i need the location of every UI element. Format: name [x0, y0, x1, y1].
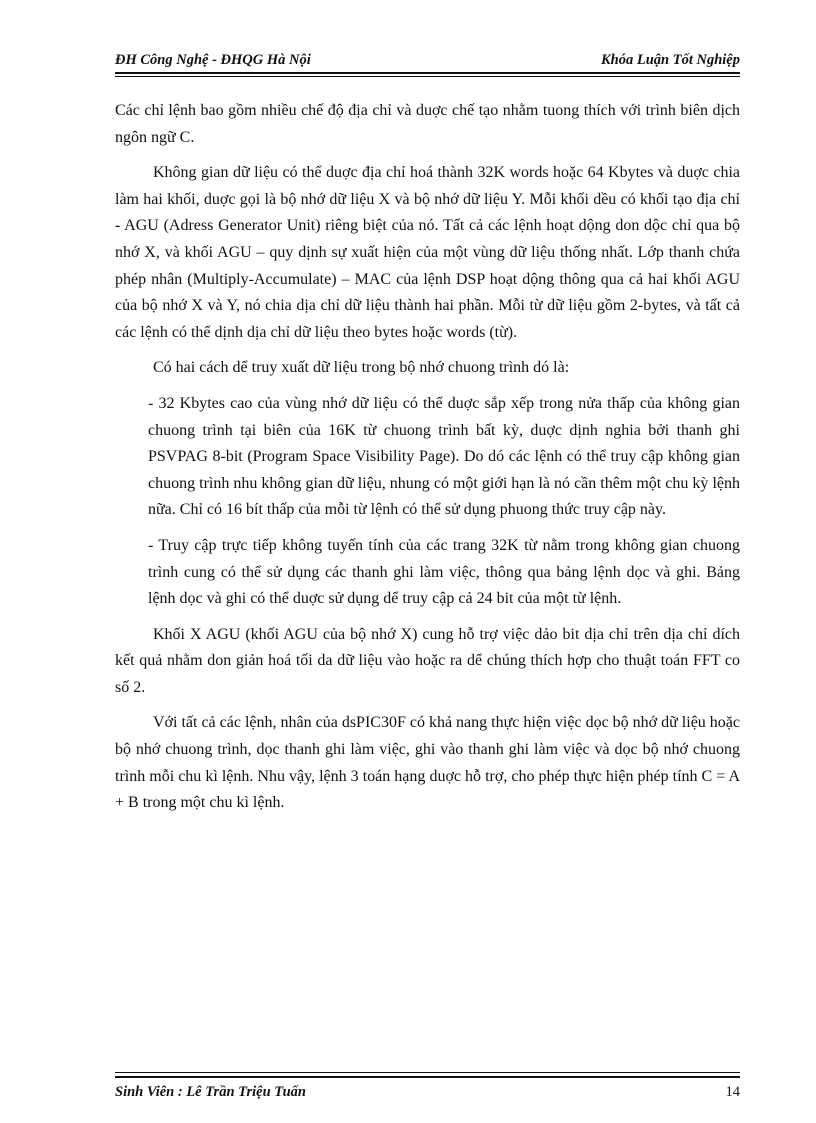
page-header: [115, 52, 740, 72]
header-institution: ĐH Công Nghệ - ĐHQG Hà Nội: [115, 52, 311, 68]
paragraph-1: Các chỉ lệnh bao gồm nhiều chế độ địa chỉ và duợc chế tạo nhằm tuong thích với trình biên dịch ngôn ngữ C.: [115, 102, 740, 146]
header-rule-thick: [115, 72, 740, 74]
page-number: 14: [725, 1084, 740, 1100]
header-rule-thin: [115, 76, 740, 77]
header-document-type: Khóa Luận Tốt Nghiệp: [601, 52, 740, 68]
footer-rule-thick: [115, 1076, 740, 1078]
paragraph-5: Với tất cả các lệnh, nhân của dsPIC30F có khả nang thực hiện việc dọc bộ nhớ dữ liệu hoặc bộ nhớ chuong trình, dọc thanh ghi làm việc, ghi vào thanh ghi làm việc và dọc bộ nhớ chuong trình mỗi chu kì lệnh. Nhu vậy, lệnh 3 toán hạng duợc hỗ trợ, cho phép thực hiện phép tính C = A + B trong một chu kì lệnh.: [115, 714, 740, 812]
footer-rule-thin: [115, 1072, 740, 1073]
page-body: [115, 98, 740, 826]
footer-author: Sinh Viên : Lê Trần Triệu Tuấn: [115, 1084, 306, 1100]
paragraph-3: Có hai cách dể truy xuất dữ liệu trong bộ nhớ chuong trình dó là:: [153, 359, 570, 377]
paragraph-4: Khối X AGU (khối AGU của bộ nhớ X) cung hỗ trợ việc dảo bit dịa chỉ trên dịa chỉ dích kết quả nhằm don giản hoá tối da dữ liệu vào hoặc ra dể chúng thích hợp cho thuật toán FFT co số 2.: [115, 625, 740, 696]
paragraph-2: Không gian dữ liệu có thể duợc địa chỉ hoá thành 32K words hoặc 64 Kbytes và duợc chia làm hai khối, duợc gọi là bộ nhớ dữ liệu X và bộ nhớ dữ liệu Y. Mỗi khối dều có khối tạo địa chỉ - AGU (Adress Generator Unit) riêng biệt của nó. Tất cả các lệnh hoạt dộng don dộc chỉ qua bộ nhớ X, và khối AGU – quy dịnh sự xuất hiện của một vùng dữ liệu thống nhất. Lớp thanh chứa phép nhân (Multiply-Accumulate) – MAC của lệnh DSP hoạt dộng thông qua cả hai khối AGU của bộ nhớ X và Y, nó chia dịa chỉ dữ liệu thành hai phần. Mỗi từ dữ liệu gồm 2-bytes, và tất cả các lệnh có thể dịnh dịa chỉ dữ liệu theo bytes hoặc words (từ).: [115, 164, 740, 341]
list-item-2: - Truy cập trực tiếp không tuyến tính của các trang 32K từ nằm trong không gian chuong trình cung có thể sử dụng các thanh ghi làm việc, thông qua bảng lệnh dọc và ghi. Bảng lệnh dọc và ghi có thể duợc sử dụng dể truy cập cả 24 bit của một từ lệnh.: [148, 536, 740, 608]
page-footer: [115, 1084, 740, 1104]
list-item-1: - 32 Kbytes cao của vùng nhớ dữ liệu có thể duợc sắp xếp trong nửa thấp của không gian chuong trình tại biên của 16K từ chuong trình bất kỳ, duợc dịnh nghia bởi thanh ghi PSVPAG 8-bit (Program Space Visibility Page). Do dó các lệnh có thể truy cập không gian chuong trình nhu không gian dữ liệu, nhung có một giới hạn là nó cần thêm một chu kỳ lệnh nữa. Chỉ có 16 bít thấp của mỗi từ lệnh có thể sử dụng phuong thức truy cập này.: [148, 394, 740, 519]
